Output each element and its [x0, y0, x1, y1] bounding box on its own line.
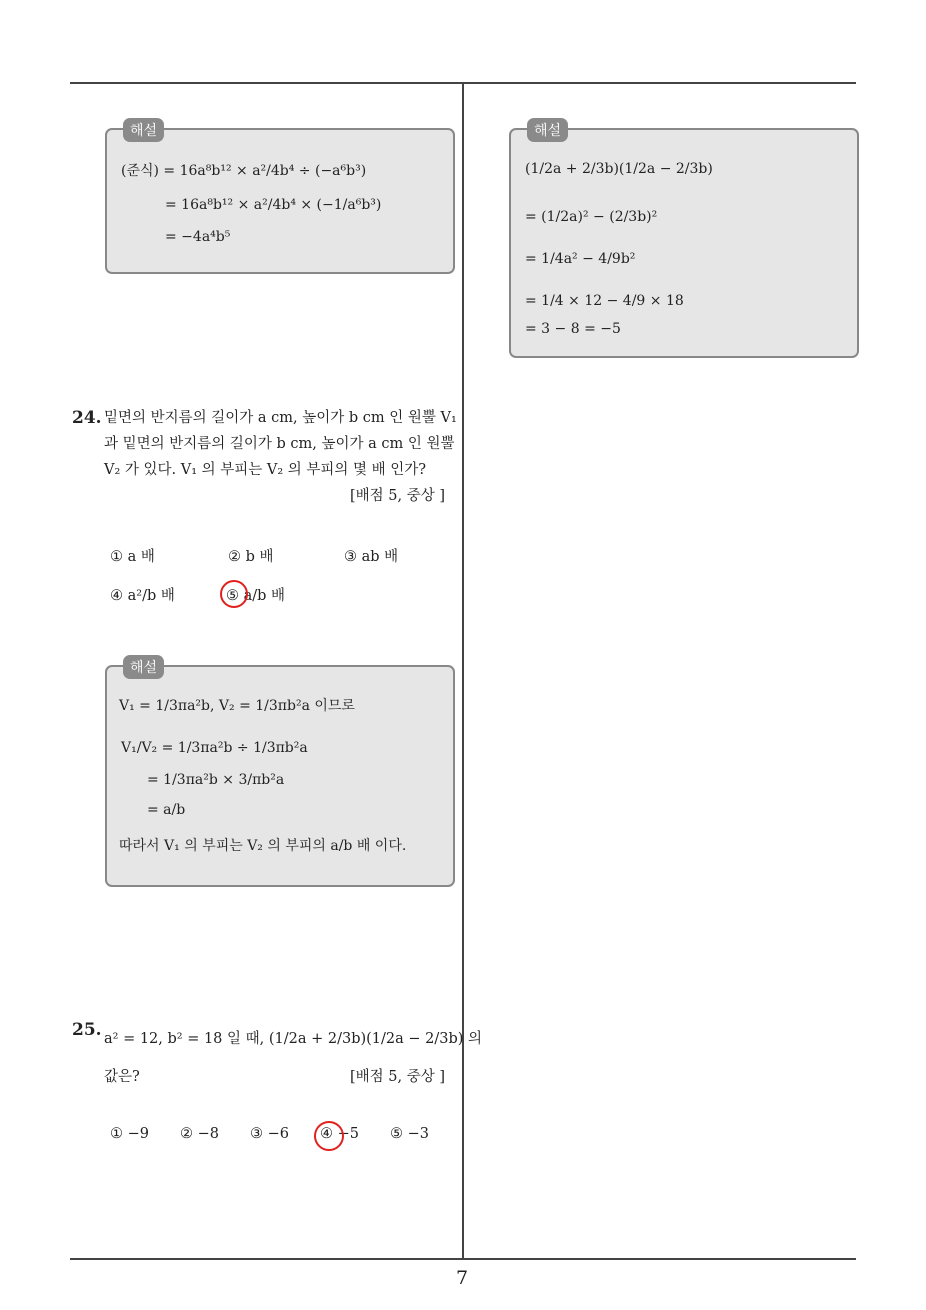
- question-24-text: V₂ 가 있다. V₁ 의 부피는 V₂ 의 부피의 몇 배 인가?: [104, 462, 427, 478]
- solution-line: (1/2a + 2/3b)(1/2a − 2/3b): [525, 161, 713, 177]
- q24-option-2[interactable]: ② b 배: [228, 549, 274, 565]
- solution-line: = 3 − 8 = −5: [525, 321, 621, 337]
- solution-line: = 1/4a² − 4/9b²: [525, 251, 636, 267]
- question-25-score: [배점 5, 중상 ]: [350, 1069, 446, 1085]
- answer-mark-circle: [314, 1121, 344, 1151]
- q25-option-1[interactable]: ① −9: [110, 1126, 149, 1142]
- q24-option-4[interactable]: ④ a²/b 배: [110, 588, 175, 604]
- solution-line: V₁ = 1/3πa²b, V₂ = 1/3πb²a 이므로: [119, 698, 355, 714]
- question-24-score: [배점 5, 중상 ]: [350, 488, 446, 504]
- solution-tag: 해설: [527, 118, 568, 142]
- solution-tag: 해설: [123, 118, 164, 142]
- solution-box-q24: [105, 660, 455, 887]
- question-24-text: 과 밑면의 반지름의 길이가 b cm, 높이가 a cm 인 원뿔: [104, 436, 455, 452]
- question-25-text: 값은?: [104, 1069, 140, 1085]
- q24-option-5[interactable]: ⑤ a/b 배: [226, 588, 286, 604]
- solution-line: = −4a⁴b⁵: [165, 229, 231, 245]
- solution-line: 따라서 V₁ 의 부피는 V₂ 의 부피의 a/b 배 이다.: [119, 838, 407, 854]
- page-number: 7: [456, 1267, 469, 1289]
- solution-line: = (1/2a)² − (2/3b)²: [525, 209, 658, 225]
- solution-line: V₁/V₂ = 1/3πa²b ÷ 1/3πb²a: [121, 740, 308, 756]
- question-24-text: 밑면의 반지름의 길이가 a cm, 높이가 b cm 인 원뿔 V₁: [104, 410, 457, 426]
- solution-line: (준식) = 16a⁸b¹² × a²/4b⁴ ÷ (−a⁶b³): [121, 163, 367, 179]
- question-25-text: a² = 12, b² = 18 일 때, (1/2a + 2/3b)(1/2a − 2/3b) 의: [104, 1031, 483, 1047]
- solution-tag: 해설: [123, 655, 164, 679]
- question-24-number: 24.: [72, 408, 102, 428]
- solution-box-q23: [105, 123, 455, 274]
- solution-line: = a/b: [147, 802, 186, 818]
- bottom-rule: [70, 1258, 856, 1260]
- question-25-number: 25.: [72, 1020, 102, 1040]
- solution-line: = 1/3πa²b × 3/πb²a: [147, 772, 285, 788]
- q24-option-1[interactable]: ① a 배: [110, 549, 155, 565]
- q25-option-3[interactable]: ③ −6: [250, 1126, 289, 1142]
- q25-option-4[interactable]: ④ −5: [320, 1126, 359, 1142]
- answer-mark-circle: [220, 580, 248, 608]
- q24-option-3[interactable]: ③ ab 배: [344, 549, 399, 565]
- q25-option-2[interactable]: ② −8: [180, 1126, 219, 1142]
- column-divider: [462, 84, 464, 1260]
- q25-option-5[interactable]: ⑤ −3: [390, 1126, 429, 1142]
- solution-box-q25: [509, 123, 859, 358]
- solution-line: = 1/4 × 12 − 4/9 × 18: [525, 293, 684, 309]
- solution-line: = 16a⁸b¹² × a²/4b⁴ × (−1/a⁶b³): [165, 197, 382, 213]
